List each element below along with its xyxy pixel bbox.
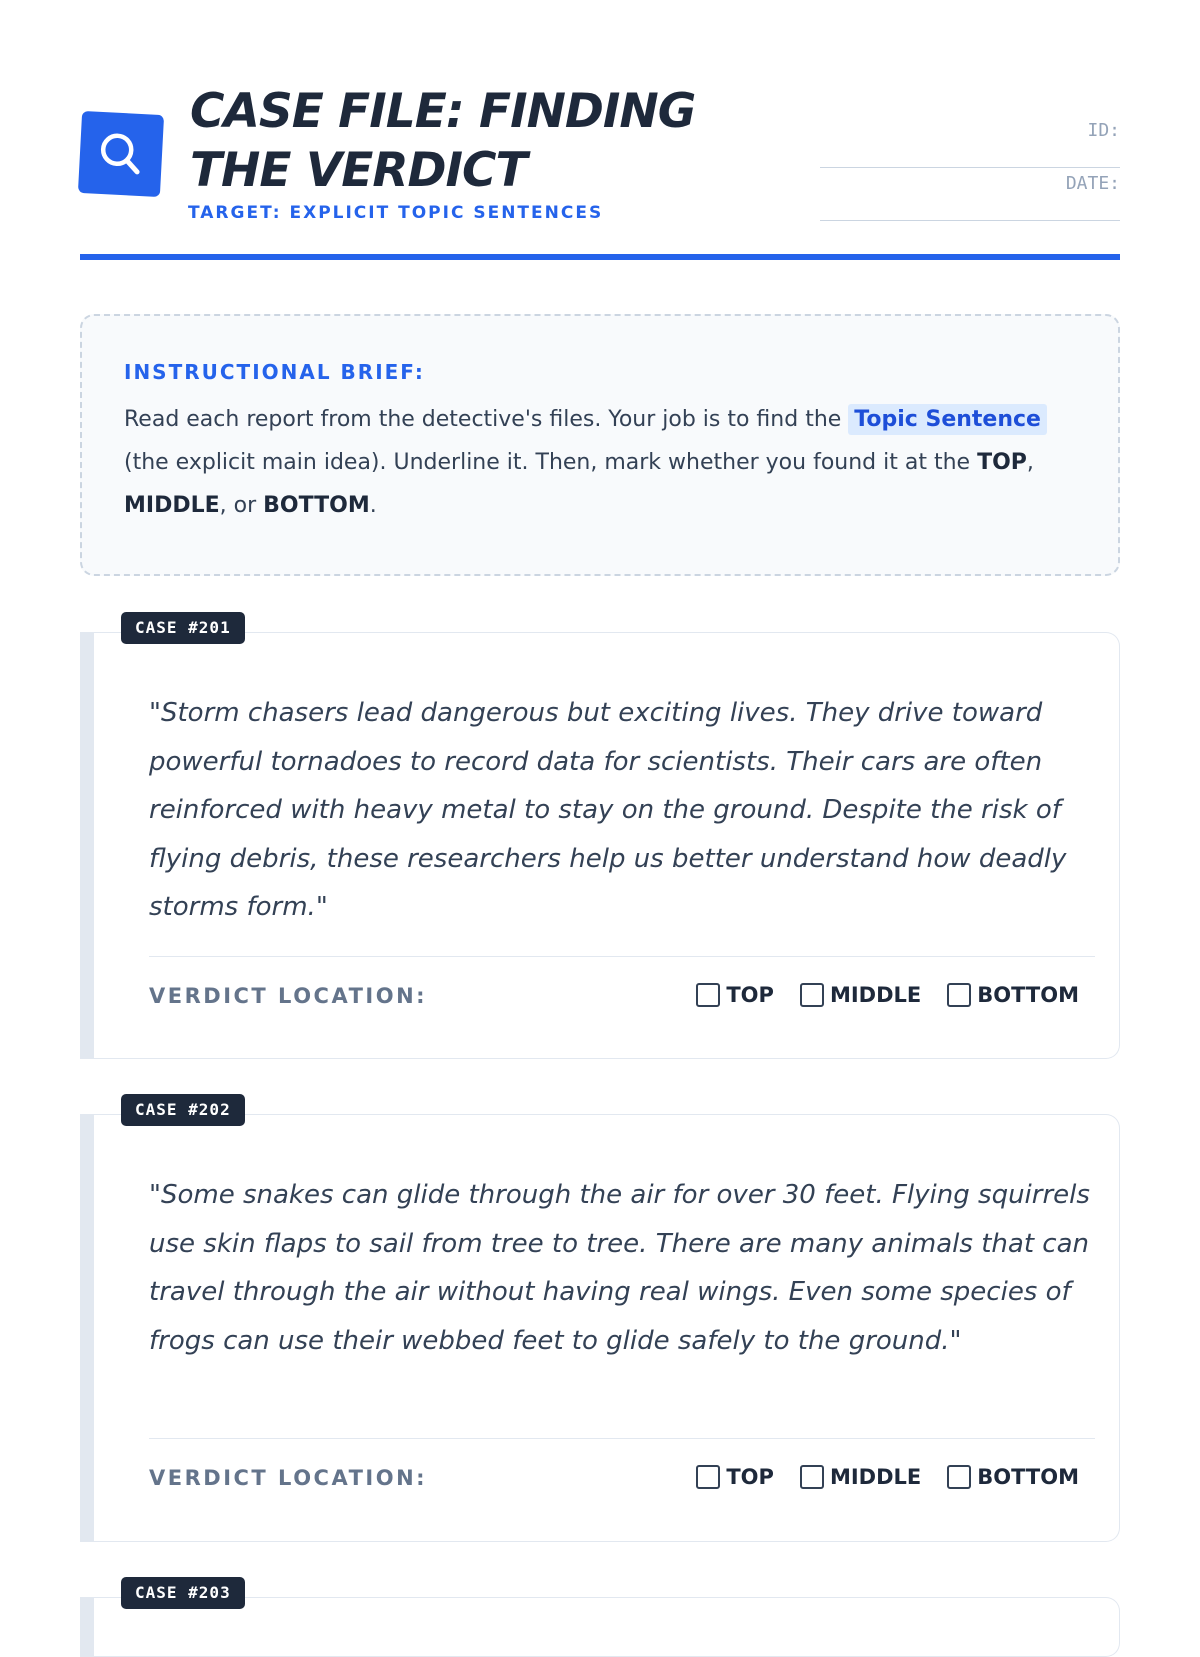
case-tag: CASE #203 [121, 1577, 245, 1609]
verdict-options [696, 983, 1079, 1007]
brief-top: TOP [977, 450, 1027, 475]
case-report-text: "Some snakes can glide through the air for over 30 feet. Flying squirrels use skin flaps to sail from tree to tree. There are many animals that can travel through the air without having real wings. Even some species of frogs can use their webbed feet to glide safely to the ground." [149, 1180, 1090, 1356]
case-file-logo [78, 111, 164, 197]
verdict-top-checkbox[interactable] [696, 1465, 774, 1489]
option-label: BOTTOM [977, 1465, 1079, 1489]
verdict-options [696, 1465, 1079, 1489]
checkbox-box[interactable] [947, 983, 971, 1007]
verdict-label: VERDICT LOCATION: [149, 1466, 428, 1490]
brief-text [124, 398, 1076, 527]
verdict-label: VERDICT LOCATION: [149, 984, 428, 1008]
option-label: BOTTOM [977, 983, 1079, 1007]
page-subtitle: TARGET: EXPLICIT TOPIC SENTENCES [188, 203, 604, 223]
brief-text-part: Read each report from the detective's files. Your job is to find the [124, 407, 849, 432]
brief-sep: , or [219, 493, 264, 518]
case-card-203 [80, 1577, 1120, 1657]
case-tag: CASE #201 [121, 612, 245, 644]
brief-bottom: BOTTOM [263, 493, 370, 518]
magnifier-icon [96, 129, 146, 179]
checkbox-box[interactable] [800, 1465, 824, 1489]
verdict-bottom-checkbox[interactable] [947, 983, 1079, 1007]
checkbox-box[interactable] [696, 1465, 720, 1489]
checkbox-box[interactable] [947, 1465, 971, 1489]
brief-title: INSTRUCTIONAL BRIEF: [124, 360, 425, 384]
id-label: ID: [1087, 120, 1120, 141]
topic-sentence-highlight: Topic Sentence [848, 404, 1047, 435]
verdict-middle-checkbox[interactable] [800, 983, 921, 1007]
instructional-brief [80, 314, 1120, 576]
checkbox-box[interactable] [800, 983, 824, 1007]
option-label: MIDDLE [829, 983, 922, 1007]
verdict-top-checkbox[interactable] [696, 983, 774, 1007]
case-divider [149, 956, 1095, 957]
case-card-201 [80, 612, 1120, 1059]
header-divider [80, 254, 1120, 260]
option-label: MIDDLE [829, 1465, 922, 1489]
case-card-body [80, 632, 1120, 1059]
brief-text-part: (the explicit main idea). Underline it. Then, mark whether you found it at the [124, 450, 978, 475]
brief-end: . [369, 493, 377, 518]
case-card-202 [80, 1094, 1120, 1542]
brief-sep: , [1026, 450, 1034, 475]
date-field[interactable] [820, 220, 1120, 221]
checkbox-box[interactable] [696, 983, 720, 1007]
brief-middle: MIDDLE [124, 493, 220, 518]
case-tag: CASE #202 [121, 1094, 245, 1126]
case-report-text: "Storm chasers lead dangerous but exciting lives. They drive toward powerful tornadoes to record data for scientists. Their cars are often reinforced with heavy metal to stay on the ground. Despite the risk of flying debris, these researchers help us better understand how deadly storms form." [149, 698, 1067, 922]
verdict-bottom-checkbox[interactable] [947, 1465, 1079, 1489]
verdict-middle-checkbox[interactable] [800, 1465, 921, 1489]
date-label: DATE: [1065, 173, 1120, 194]
option-label: TOP [726, 1465, 774, 1489]
case-card-body [80, 1114, 1120, 1542]
option-label: TOP [726, 983, 774, 1007]
page-title: CASE FILE: FINDING THE VERDICT [190, 84, 696, 198]
id-field[interactable] [820, 167, 1120, 168]
case-divider [149, 1438, 1095, 1439]
